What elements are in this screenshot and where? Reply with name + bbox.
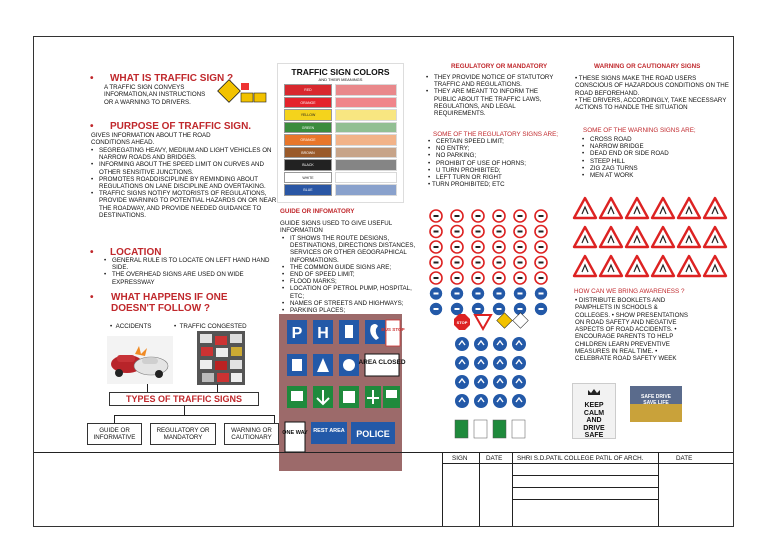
- regulatory-sign-mark: [518, 308, 523, 310]
- color-row: [284, 159, 397, 171]
- mandatory-sign: [512, 356, 526, 370]
- mandatory-sign: [474, 337, 488, 351]
- keep-calm-text: KEEP CALM AND DRIVE SAFE: [583, 402, 605, 439]
- list-item: • GENERAL RULE IS TO LOCATE ON LEFT HAND HAND SIDE.: [104, 257, 274, 271]
- mandatory-plate-sign: [455, 420, 468, 438]
- color-swatch: BLACK: [284, 159, 332, 171]
- heading-bullet: •: [90, 292, 94, 303]
- regulatory-some: SOME OF THE REGULATORY SIGNS ARE;: [433, 131, 559, 138]
- title-block-date: DATE: [486, 455, 503, 462]
- guide-sign-h: H: [317, 325, 329, 342]
- color-swatch: YELLOW: [284, 109, 332, 121]
- mandatory-sign: [512, 375, 526, 389]
- color-meaning-bar: [335, 84, 397, 96]
- mandatory-sign: [493, 375, 507, 389]
- stop-sign-label: STOP: [456, 320, 468, 325]
- regulatory-sign-mark: [455, 246, 460, 248]
- color-meaning-bar: [335, 134, 397, 146]
- regulatory-sign-mark: [497, 231, 502, 233]
- list-item: • TRAFFIC SIGNS NOTIFY MOTORISTS OF REGULATIONS, PROVIDE WARNING TO POTENTIAL HAZARDS ON OR NEAR THE ROADWAY, AND PROVIDE NEEDED GUIDANCE TO DESTINATIONS.: [91, 190, 286, 219]
- regulatory-sign-mark: [497, 277, 502, 279]
- mandatory-plate-sign: [512, 420, 525, 438]
- guide-sign-area: AREA CLOSED: [358, 359, 406, 366]
- color-meaning-bar: [335, 122, 397, 134]
- list-item: • NAMES OF STREETS AND HIGHWAYS;: [282, 300, 417, 307]
- regulatory-sign-mark: [434, 246, 439, 248]
- connector-line: [114, 415, 274, 416]
- regulatory-sign-mark: [539, 215, 544, 217]
- color-meaning-bar: [335, 97, 397, 109]
- list-item: • ZIG ZAG TURNS: [582, 165, 702, 172]
- list-item: • INFORMING ABOUT THE SPEED LIMIT ON CURVES AND OTHER SENSITIVE JUNCTIONS.: [91, 161, 286, 175]
- regulatory-sign-mark: [497, 215, 502, 217]
- list-item: • END OF SPEED LIMIT;: [282, 271, 417, 278]
- regulatory-sign-mark: [455, 293, 460, 295]
- awareness-body: • DISTRIBUTE BOOKLETS AND PAMPHLETS IN SCHOOLS & COLLEGES. • SHOW PRESENTATIONS ON ROAD SAFETY AND NEGATIVE ASPECTS OF ROAD ACCIDENTS. • ENCOURAGE PARENTS TO HELP CHILDREN LEARN PREVENTIVE MEASURES IN REAL TIME. • CELEBRATE ROAD SAFETY WEEK: [575, 297, 688, 363]
- regulatory-sign-mark: [434, 277, 439, 279]
- regulatory-sign-mark: [455, 215, 460, 217]
- accident-image: [107, 336, 173, 384]
- guide-signs-image: [279, 314, 406, 471]
- safe-drive-poster: [630, 386, 682, 422]
- mandatory-sign: [455, 356, 469, 370]
- regulatory-sign-mark: [518, 231, 523, 233]
- type-box-guide: GUIDE OR INFORMATIVE: [87, 423, 142, 445]
- color-row: [284, 134, 397, 146]
- list-item: • CERTAIN SPEED LIMIT;: [428, 138, 548, 145]
- list-item: • U TURN PROHIBITED;: [428, 167, 548, 174]
- color-row: [284, 172, 397, 184]
- color-meaning-bar: [335, 159, 397, 171]
- safe-drive-text: SAFE DRIVE SAVE LIFE: [640, 394, 671, 406]
- warning-body: • THESE SIGNS MAKE THE ROAD USERS CONSCIOUS OF HAZARDOUS CONDITIONS ON THE ROAD BEFOREHAND. • THE DRIVERS, ACCORDINGLY, TAKE NECESSARY ACTIONS TO HANDLE THE SITUATION: [575, 75, 729, 112]
- color-meaning-bar: [335, 184, 397, 196]
- type-box-warning: WARNING OR CAUTIONARY: [224, 423, 279, 445]
- title-block-date2: DATE: [676, 455, 693, 462]
- regulatory-heading: REGULATORY OR MANDATORY: [451, 63, 548, 70]
- regulatory-sign-mark: [476, 246, 481, 248]
- regulatory-sign-mark: [476, 293, 481, 295]
- what-heading: • WHAT IS TRAFFIC SIGN ?: [90, 73, 234, 84]
- warning-signs-list: [582, 136, 702, 179]
- happens-item-accidents: • ACCIDENTS: [110, 323, 152, 330]
- regulatory-signs: [430, 210, 547, 315]
- regulatory-sign-mark: [497, 262, 502, 264]
- color-row: [284, 184, 397, 196]
- mandatory-sign: [455, 375, 469, 389]
- location-heading: • LOCATION: [90, 247, 162, 258]
- regulatory-sign-mark: [518, 262, 523, 264]
- regulatory-sign-mark: [476, 262, 481, 264]
- guide-sign-p: P: [291, 325, 303, 342]
- color-rows: [278, 84, 403, 196]
- yellow-signs-image: [219, 81, 267, 107]
- guide-heading: GUIDE OR INFOMATORY: [280, 208, 355, 215]
- list-item: • SEGREGATING HEAVY, MEDIUM AND LIGHT VEHICLES ON NARROW ROADS AND BRIDGES.: [91, 147, 286, 161]
- regulatory-sign-mark: [455, 277, 460, 279]
- list-item: • PROHIBIT OF USE OF HORNS;: [428, 160, 548, 167]
- heading-bullet: •: [90, 73, 94, 84]
- regulatory-sign-mark: [434, 293, 439, 295]
- color-swatch: GREEN: [284, 122, 332, 134]
- type-box-regulatory: REGULATORY OR MANDATORY: [150, 423, 216, 445]
- regulatory-sign-mark: [434, 231, 439, 233]
- regulatory-sign-mark: [497, 293, 502, 295]
- list-item: • THE OVERHEAD SIGNS ARE USED ON WIDE EXPRESSWAY: [104, 271, 274, 285]
- color-row: [284, 122, 397, 134]
- title-block-row-line: [512, 487, 658, 488]
- regulatory-sign-mark: [539, 246, 544, 248]
- types-title-box: TYPES OF TRAFFIC SIGNS: [109, 392, 259, 406]
- list-item: • TURN PROHIBITED; ETC: [428, 181, 548, 188]
- mandatory-sign: [512, 337, 526, 351]
- connector-line: [184, 406, 185, 415]
- color-swatch: ORANGE: [284, 134, 332, 146]
- mandatory-plate-sign: [493, 420, 506, 438]
- regulatory-sign-mark: [476, 215, 481, 217]
- traffic-image: [197, 331, 245, 385]
- heading-bullet: •: [90, 247, 94, 258]
- regulatory-sign-mark: [539, 231, 544, 233]
- color-row: [284, 147, 397, 159]
- drawing-sheet: [33, 36, 734, 527]
- purpose-intro: GIVES INFORMATION ABOUT THE ROAD CONDITIONS AHEAD.: [91, 132, 211, 147]
- mandatory-sign: [512, 394, 526, 408]
- regulatory-sign-mark: [497, 246, 502, 248]
- title-block-row-line: [512, 499, 658, 500]
- mandatory-signs-image: [450, 312, 530, 442]
- regulatory-sign-mark: [476, 277, 481, 279]
- regulatory-sign-mark: [518, 215, 523, 217]
- regulatory-sign-mark: [518, 277, 523, 279]
- list-item: • NARROW BRIDGE: [582, 143, 702, 150]
- guide-signs-graphic: [279, 314, 406, 471]
- happens-heading: • WHAT HAPPENS IF ONE DOESN'T FOLLOW ?: [90, 292, 228, 314]
- color-meaning-bar: [335, 109, 397, 121]
- sign-colors-chart: [277, 63, 404, 203]
- purpose-heading: • PURPOSE OF TRAFFIC SIGN.: [90, 121, 252, 132]
- guide-list: [282, 235, 417, 321]
- regulatory-sign-mark: [434, 262, 439, 264]
- color-row: [284, 84, 397, 96]
- list-item: • CROSS ROAD: [582, 136, 702, 143]
- list-item: • MEN AT WORK: [582, 172, 702, 179]
- what-body: A TRAFFIC SIGN CONVEYS INFORMATION,AN INSTRUCTIONS OR A WARNING TO DRIVERS.: [104, 84, 206, 106]
- guide-sign-police: POLICE: [356, 429, 390, 439]
- list-item: • LOCATION OF PETROL PUMP, HOSPITAL, ETC;: [282, 285, 417, 299]
- list-item: • THEY PROVIDE NOTICE OF STATUTORY TRAFFIC AND REGULATIONS.: [426, 74, 556, 88]
- color-swatch: BROWN: [284, 147, 332, 159]
- guide-sign-bus: BUS STOP: [381, 327, 405, 332]
- regulatory-sign-mark: [434, 215, 439, 217]
- guide-sign-rest: REST AREA: [313, 428, 345, 434]
- regulatory-sign-mark: [497, 308, 502, 310]
- regulatory-sign-mark: [518, 246, 523, 248]
- color-swatch: BLUE: [284, 184, 332, 196]
- regulatory-sign-mark: [476, 231, 481, 233]
- color-meaning-bar: [335, 147, 397, 159]
- list-item: • FLOOD MARKS;: [282, 278, 417, 285]
- color-swatch: RED: [284, 84, 332, 96]
- color-meaning-bar: [335, 172, 397, 184]
- poster-road: [630, 404, 682, 422]
- regulatory-sign-mark: [455, 231, 460, 233]
- color-row: [284, 109, 397, 121]
- crown-icon: [573, 387, 615, 397]
- mandatory-sign: [474, 375, 488, 389]
- title-block-row-line: [442, 463, 733, 464]
- regulatory-sign-mark: [518, 293, 523, 295]
- regulatory-signs-grid: [426, 207, 556, 319]
- color-row: [284, 97, 397, 109]
- list-item: • PROMOTES ROADDISCIPLINE BY REMINDING ABOUT REGULATIONS ON LANE DISCIPLINE AND OVERTAKING.: [91, 176, 286, 190]
- title-block-college: SHRI S.D.PATIL COLLEGE PATIL OF ARCH.: [517, 455, 644, 462]
- regulatory-sign-mark: [434, 308, 439, 310]
- guide-sign-oneway: ONE WAY: [282, 430, 308, 436]
- list-item: • IT SHOWS THE ROUTE DESIGNS, DESTINATIONS, DIRECTIONS DISTANCES, SERVICES OR OTHER GEOGRAPHICAL INFORMATIONS.: [282, 235, 417, 264]
- warning-heading: WARNING OR CAUTIONARY SIGNS: [594, 63, 701, 70]
- title-block-sign: SIGN: [452, 455, 468, 462]
- list-item: • DEAD END OR SIDE ROAD: [582, 150, 702, 157]
- list-item: • NO ENTRY;: [428, 145, 548, 152]
- keep-calm-poster: [572, 383, 616, 439]
- guide-body: GUIDE SIGNS USED TO GIVE USEFUL INFORMATION: [280, 220, 393, 235]
- happens-item-traffic: • TRAFFIC CONGESTED: [174, 323, 247, 330]
- regulatory-sign-mark: [539, 277, 544, 279]
- mandatory-sign: [474, 356, 488, 370]
- list-item: • LEFT TURN OR RIGHT: [428, 174, 548, 181]
- title-block-row-line: [512, 475, 658, 476]
- regulatory-sign-mark: [476, 308, 481, 310]
- list-item: • PARKING PLACES;: [282, 307, 417, 314]
- color-swatch: ORANGE: [284, 97, 332, 109]
- regulatory-sign-mark: [455, 308, 460, 310]
- mandatory-sign: [455, 394, 469, 408]
- regulatory-sign-mark: [455, 262, 460, 264]
- warning-some: SOME OF THE WARNING SIGNS ARE;: [583, 127, 696, 134]
- mandatory-sign: [493, 337, 507, 351]
- awareness-heading: HOW CAN WE BRING AWARENESS ?: [574, 288, 685, 295]
- list-item: • THEY ARE MEANT TO INFORM THE PUBLIC ABOUT THE TRAFFIC LAWS, REGULATIONS, AND LEGAL REQUIREMENTS.: [426, 88, 556, 117]
- heading-bullet: •: [90, 121, 94, 132]
- mandatory-sign: [474, 394, 488, 408]
- warning-signs-grid: [570, 194, 730, 284]
- color-swatch: WHITE: [284, 172, 332, 184]
- mandatory-sign: [493, 394, 507, 408]
- purpose-list: [91, 147, 286, 219]
- list-item: • THE COMMON GUIDE SIGNS ARE;: [282, 264, 417, 271]
- list-item: • STEEP HILL: [582, 158, 702, 165]
- list-item: • NO PARKING;: [428, 152, 548, 159]
- regulatory-sign-mark: [539, 293, 544, 295]
- location-list: [104, 257, 274, 286]
- regulatory-sign-mark: [539, 262, 544, 264]
- colors-title: TRAFFIC SIGN COLORS: [291, 67, 390, 77]
- title-block-top-line: [34, 452, 733, 453]
- regulatory-signs-list: [428, 138, 548, 188]
- regulatory-list: [426, 74, 556, 117]
- mandatory-sign: [455, 337, 469, 351]
- mandatory-plate-sign: [474, 420, 487, 438]
- mandatory-sign: [493, 356, 507, 370]
- colors-subtitle: AND THEIR MEANINGS: [318, 77, 363, 82]
- regulatory-sign-mark: [539, 308, 544, 310]
